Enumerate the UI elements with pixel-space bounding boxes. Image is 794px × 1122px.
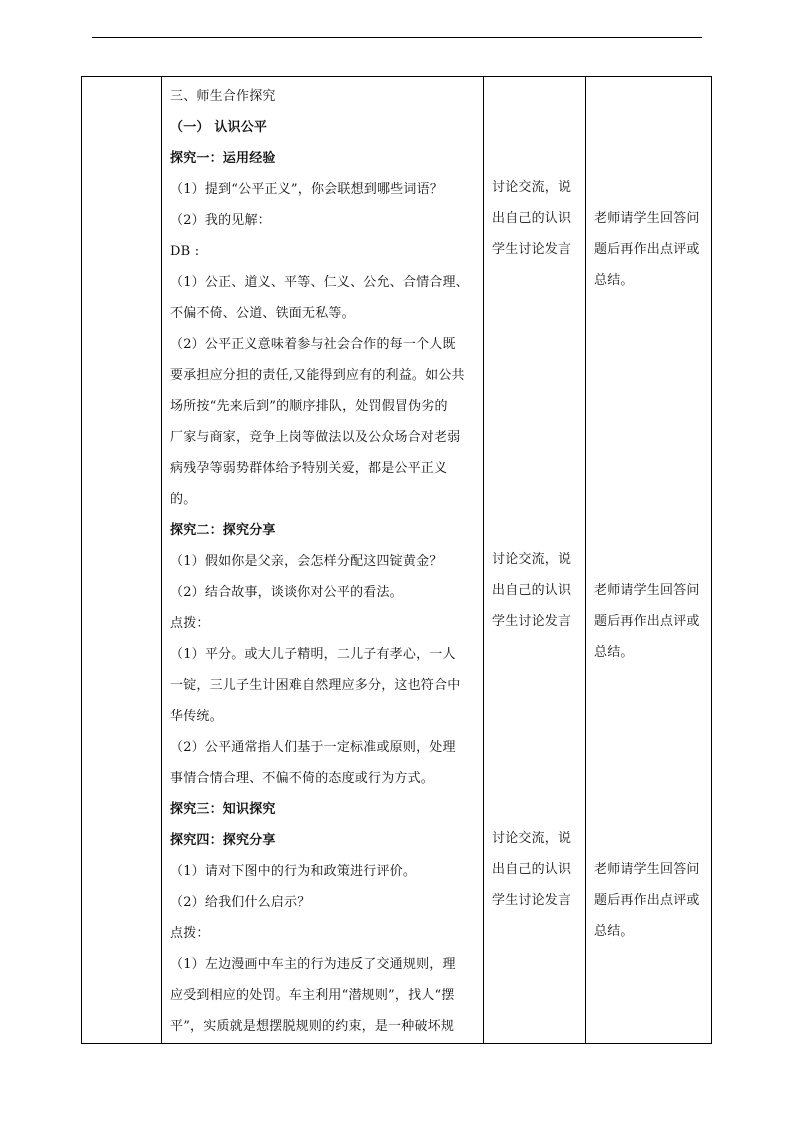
content-line: （2）公平正义意味着参与社会合作的每一个人既 (170, 337, 456, 352)
content-line: 厂家与商家，竞争上岗等做法以及公众场合对老弱 (170, 430, 461, 445)
content-line: 要承担应分担的责任,又能得到应有的利益。如公共 (170, 368, 465, 383)
content-line: （1）假如你是父亲，会怎样分配这四锭黄金？ (170, 554, 443, 569)
content-line: 病残孕等弱势群体给予特别关爱，都是公平正义 (170, 461, 448, 476)
column-divider-1 (161, 77, 162, 1043)
teacher-activity-block-3 (594, 854, 712, 947)
student-activity-line: 出自己的认识 (492, 583, 572, 598)
student-activity-line: 出自己的认识 (492, 211, 572, 226)
student-activity-line: 讨论交流，说 (492, 552, 572, 567)
content-line: （1）公正、道义、平等、仁义、公允、合情合理、 (170, 275, 469, 290)
section-heading: 探究一：运用经验 (170, 151, 276, 166)
content-line: 三、师生合作探究 (170, 89, 276, 104)
section-heading: 探究三：知识探究 (170, 802, 276, 817)
content-line: （2）结合故事，谈谈你对公平的看法。 (170, 585, 403, 600)
student-activity-line: 出自己的认识 (492, 862, 572, 877)
student-activity-block-2 (492, 544, 584, 637)
content-line: 的。 (170, 492, 197, 507)
student-activity-block-1 (492, 172, 584, 265)
teacher-activity-block-2 (594, 575, 712, 668)
teacher-activity-line: 老师请学生回答问 (594, 211, 700, 226)
content-line: （1）提到“公平正义”，你会联想到哪些词语？ (170, 182, 443, 197)
content-line: （1）请对下图中的行为和政策进行评价。 (170, 864, 417, 879)
student-activity-line: 讨论交流，说 (492, 831, 572, 846)
teacher-activity-block-1 (594, 203, 712, 296)
content-line: （1）左边漫画中车主的行为违反了交通规则，理 (170, 957, 456, 972)
content-line: 一锭，三儿子生计困难自然理应多分，这也符合中 (170, 678, 461, 693)
content-line: 华传统。 (170, 709, 223, 724)
content-line: （1）平分。或大儿子精明，二儿子有孝心，一人 (170, 647, 456, 662)
teaching-content-column (170, 81, 482, 1042)
teacher-activity-line: 老师请学生回答问 (594, 583, 700, 598)
content-line: 点拨： (170, 926, 210, 941)
column-divider-3 (585, 77, 586, 1043)
header-rule (92, 37, 702, 38)
student-activity-line: 学生讨论发言 (492, 242, 572, 257)
section-heading: 探究四：探究分享 (170, 833, 276, 848)
content-line: 点拨： (170, 616, 210, 631)
content-line: （2）公平通常指人们基于一定标准或原则，处理 (170, 740, 456, 755)
teacher-activity-line: 总结。 (594, 273, 634, 288)
content-line: 场所按“先来后到”的顺序排队，处罚假冒伪劣的 (170, 399, 448, 414)
content-line: DB : (170, 244, 200, 259)
lesson-table (81, 76, 712, 1044)
teacher-activity-line: 老师请学生回答问 (594, 862, 700, 877)
section-heading: 探究二：探究分享 (170, 523, 276, 538)
teacher-activity-line: 总结。 (594, 645, 634, 660)
content-line: 事情合情合理、不偏不倚的态度或行为方式。 (170, 771, 435, 786)
student-activity-line: 学生讨论发言 (492, 893, 572, 908)
content-line: （2）给我们什么启示？ (170, 895, 311, 910)
student-activity-block-3 (492, 823, 584, 916)
teacher-activity-line: 题后再作出点评或 (594, 242, 700, 257)
content-line: 平”，实质就是想摆脱规则的约束，是一种破坏规 (170, 1019, 455, 1034)
column-divider-2 (483, 77, 484, 1043)
content-line: 不偏不倚、公道、铁面无私等。 (170, 306, 355, 321)
teacher-activity-line: 题后再作出点评或 (594, 614, 700, 629)
teacher-activity-line: 题后再作出点评或 (594, 893, 700, 908)
content-line: （2）我的见解： (170, 213, 271, 228)
section-heading: （一） 认识公平 (170, 120, 268, 135)
student-activity-line: 讨论交流，说 (492, 180, 572, 195)
student-activity-line: 学生讨论发言 (492, 614, 572, 629)
content-line: 应受到相应的处罚。车主利用“潜规则”，找人“摆 (170, 988, 455, 1003)
teacher-activity-line: 总结。 (594, 924, 634, 939)
